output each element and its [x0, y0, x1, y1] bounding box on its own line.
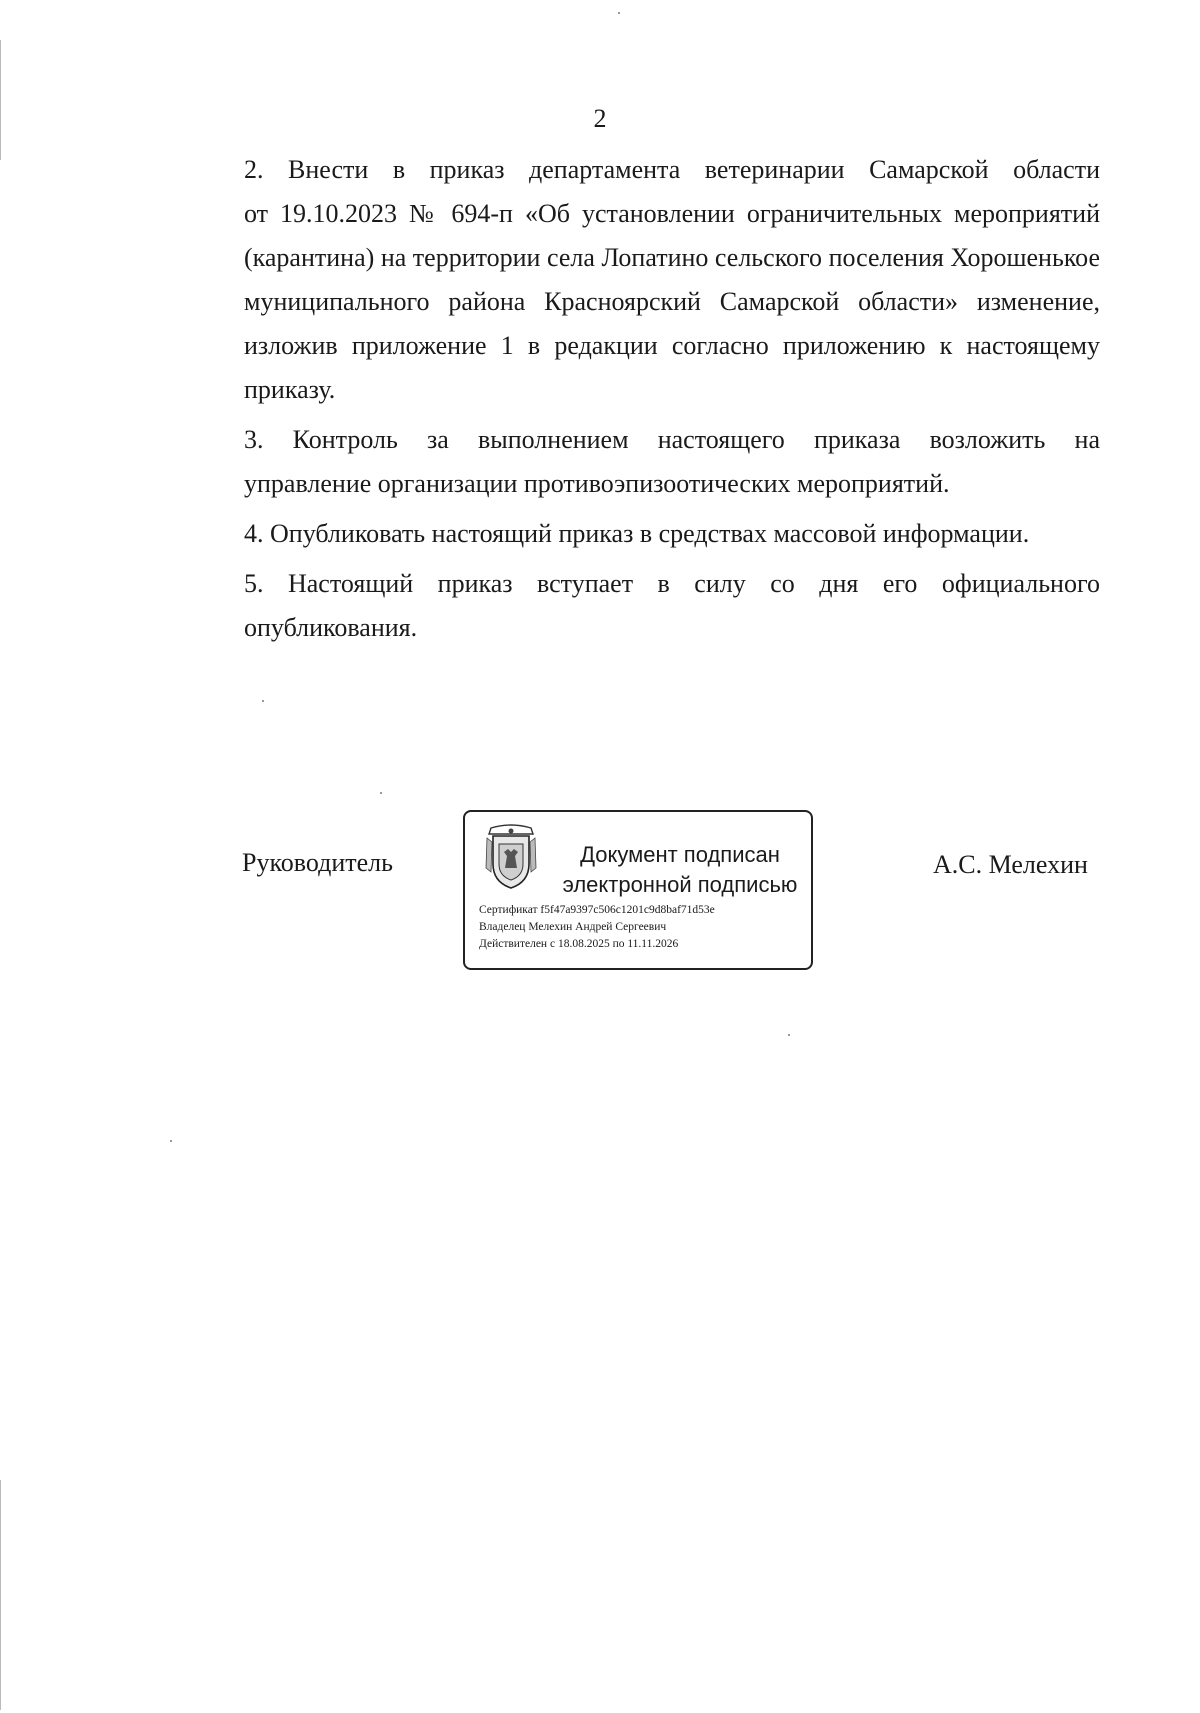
certificate-owner: Владелец Мелехин Андрей Сергеевич	[479, 921, 667, 933]
signatory-title: Руководитель	[242, 848, 393, 877]
paragraph-line: муниципального района Красноярский Самарской области» изменение,	[244, 287, 1100, 316]
paragraph-line: от 19.10.2023 № 694-п «Об установлении ограничительных мероприятий	[244, 199, 1100, 228]
paragraph-line: управление организации противоэпизоотических мероприятий.	[244, 469, 950, 498]
scan-speck	[788, 1034, 790, 1036]
paragraph-line: (карантина) на территории села Лопатино сельского поселения Хорошенькое	[244, 243, 1100, 272]
scan-speck	[170, 1140, 172, 1142]
scan-speck	[262, 700, 264, 702]
signatory-name: А.С. Мелехин	[933, 850, 1088, 879]
samara-region-coat-of-arms-icon	[483, 824, 539, 890]
scan-edge-mark	[0, 1480, 1, 1710]
scan-speck	[618, 12, 620, 14]
certificate-validity: Действителен с 18.08.2025 по 11.11.2026	[479, 938, 679, 950]
scan-edge-mark	[0, 40, 1, 160]
page-number: 2	[593, 104, 607, 133]
signature-block	[0, 810, 1200, 990]
paragraph-line: приказу.	[244, 375, 336, 404]
certificate-number: Сертификат f5f47a9397c506c1201c9d8baf71d53e	[479, 904, 715, 916]
scan-speck	[380, 792, 382, 794]
order-body	[192, 148, 1100, 656]
paragraph-line: 4. Опубликовать настоящий приказ в средствах массовой информации.	[244, 519, 1030, 548]
stamp-certificate-details	[479, 902, 809, 953]
paragraph-line: 5. Настоящий приказ вступает в силу со дня его официального	[244, 569, 1100, 598]
paragraph-3	[192, 418, 1100, 506]
paragraph-4	[192, 512, 1100, 556]
paragraph-5	[192, 562, 1100, 650]
stamp-heading	[555, 840, 805, 900]
stamp-heading-line: электронной подписью	[562, 872, 798, 897]
paragraph-line: изложив приложение 1 в редакции согласно приложению к настоящему	[244, 331, 1100, 360]
paragraph-2	[192, 148, 1100, 412]
paragraph-line: 3. Контроль за выполнением настоящего приказа возложить на	[244, 425, 1100, 454]
electronic-signature-stamp	[463, 810, 813, 970]
stamp-heading-line: Документ подписан	[580, 842, 780, 867]
paragraph-line: опубликования.	[244, 613, 418, 642]
paragraph-line: 2. Внести в приказ департамента ветеринарии Самарской области	[244, 155, 1100, 184]
